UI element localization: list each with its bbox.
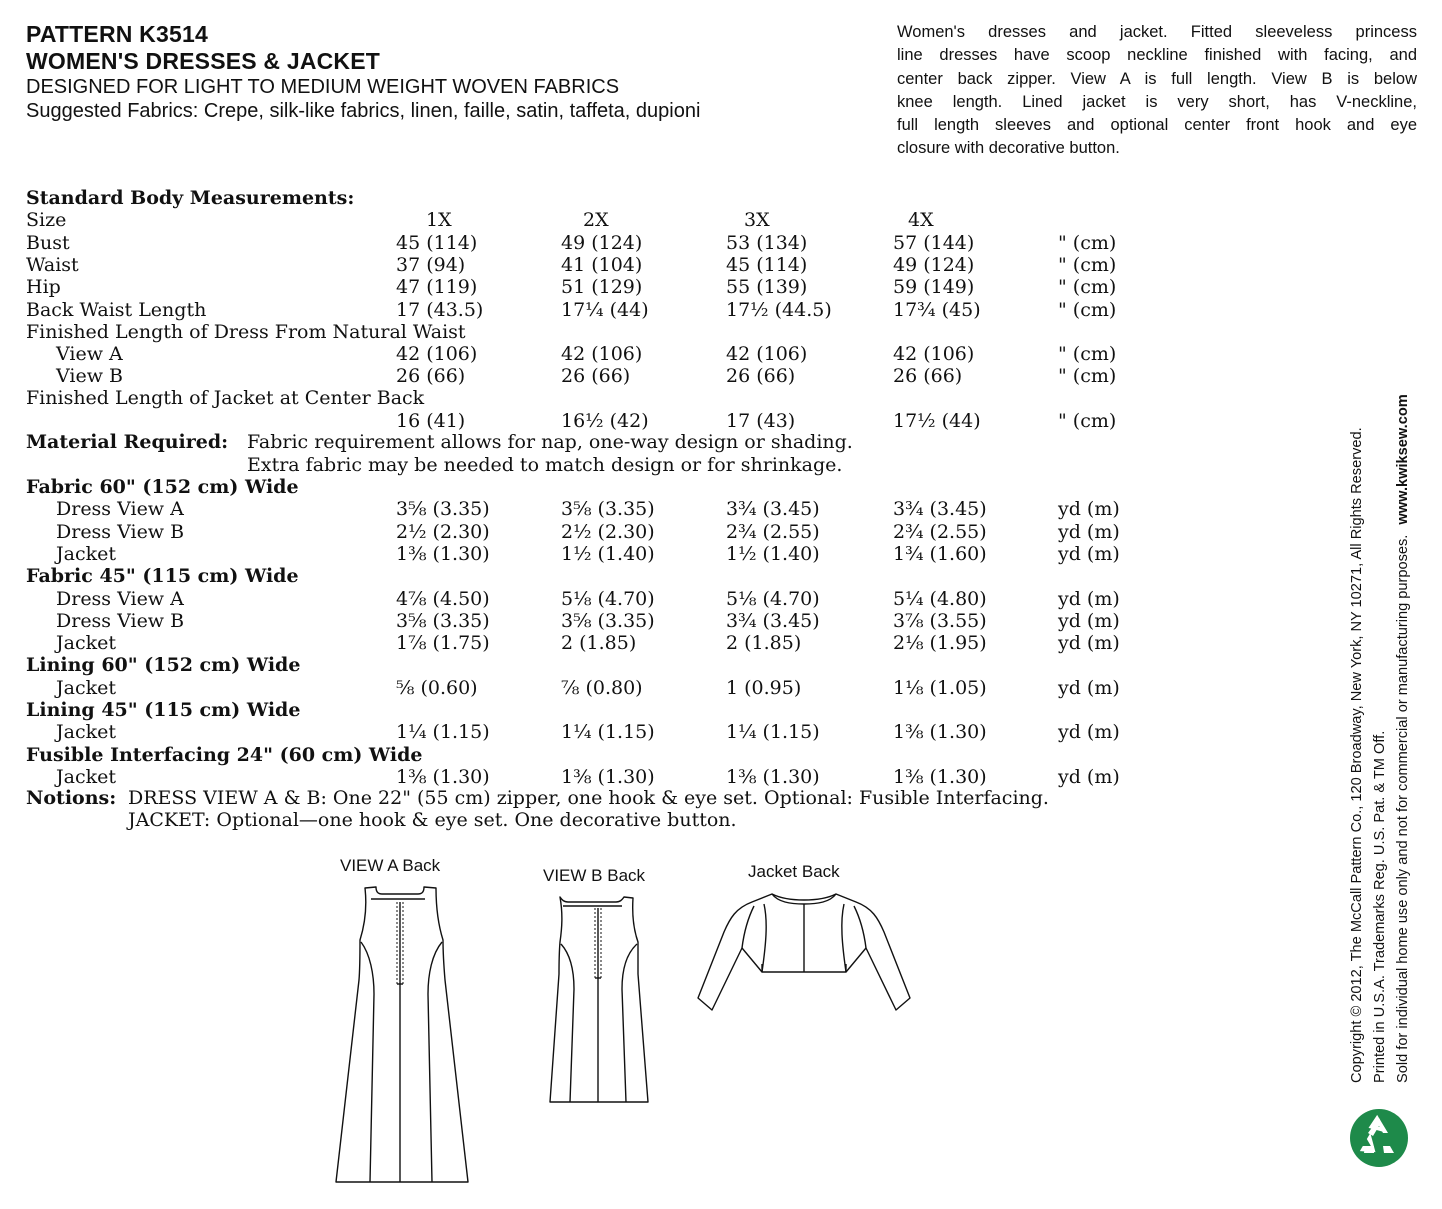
table-cell: 42 (106) [396, 343, 478, 365]
table-cell: 1¼ (1.15) [726, 721, 820, 744]
table-cell: 1⅜ (1.30) [396, 765, 490, 788]
row-label: View B [56, 365, 123, 388]
table-cell: 42 (106) [893, 343, 975, 365]
size-column-header: 2X [583, 209, 609, 231]
row-label: Bust [26, 232, 70, 254]
table-cell: 17¾ (45) [893, 298, 981, 321]
material-required-row [26, 431, 1146, 453]
pattern-description [897, 21, 1417, 161]
trademark-text: Printed in U.S.A. Trademarks Reg. U.S. Pat. & TM Off. [1372, 730, 1388, 1083]
table-cell: 1⅜ (1.30) [396, 542, 490, 565]
table-cell: 51 (129) [561, 276, 643, 299]
table-cell: 3⅝ (3.35) [396, 498, 490, 521]
table-cell: 4⅞ (4.50) [396, 587, 490, 610]
size-header-row [26, 209, 1146, 231]
table-cell: 1⅜ (1.30) [726, 765, 820, 788]
table-cell: 41 (104) [561, 254, 643, 277]
table-cell: 1½ (1.40) [726, 542, 820, 565]
table-cell: 3⅝ (3.35) [561, 498, 655, 521]
table-cell: 17 (43.5) [396, 298, 484, 321]
table-cell: ⅞ (0.80) [561, 676, 643, 699]
unit-cell: yd (m) [1058, 542, 1120, 565]
unit-cell: " (cm) [1058, 276, 1117, 299]
view-a-back-illustration [330, 884, 470, 1184]
usage-notice-text: Sold for individual home use only and not for commercial or manufacturing purposes. [1395, 534, 1411, 1083]
table-row [26, 699, 1146, 721]
section-heading: Lining 60" (152 cm) Wide [26, 654, 301, 677]
notions-row [26, 787, 1156, 809]
material-note-line: Fabric requirement allows for nap, one-way design or shading. [247, 431, 853, 453]
unit-cell: " (cm) [1058, 343, 1117, 365]
row-label: Dress View B [56, 520, 185, 543]
table-cell: 17¼ (44) [561, 298, 649, 321]
table-cell: 1⅜ (1.30) [561, 765, 655, 788]
table-row [26, 498, 1146, 520]
table-row [26, 543, 1146, 565]
table-cell: 2 (1.85) [726, 632, 802, 655]
unit-cell: " (cm) [1058, 298, 1117, 321]
material-note-line: Extra fabric may be needed to match design or for shrinkage. [247, 454, 843, 476]
table-cell: 42 (106) [726, 343, 808, 365]
size-label: Size [26, 209, 67, 231]
table-row [26, 632, 1146, 654]
suggested-fabrics: Suggested Fabrics: Crepe, silk-like fabrics, linen, faille, satin, taffeta, dupioni [26, 100, 701, 122]
row-label: Jacket [56, 542, 116, 565]
table-row [26, 410, 1146, 432]
view-b-back-illustration [540, 894, 660, 1106]
unit-cell: yd (m) [1058, 609, 1120, 632]
jacket-back-illustration [696, 888, 912, 1012]
usage-notice [1394, 394, 1413, 1083]
unit-cell: yd (m) [1058, 632, 1120, 655]
table-cell: 53 (134) [726, 232, 808, 254]
fabric-weight-note: DESIGNED FOR LIGHT TO MEDIUM WEIGHT WOVEN FABRICS [26, 76, 620, 98]
table-row [26, 321, 1146, 343]
table-cell: 2¾ (2.55) [726, 520, 820, 543]
table-row [26, 276, 1146, 298]
table-cell: 1⅜ (1.30) [893, 721, 987, 744]
unit-cell: yd (m) [1058, 498, 1120, 521]
table-cell: 2½ (2.30) [396, 520, 490, 543]
view-b-label: VIEW B Back [543, 866, 646, 885]
table-cell: 3⅝ (3.35) [396, 609, 490, 632]
unit-cell: " (cm) [1058, 365, 1117, 388]
table-cell: 45 (114) [726, 254, 808, 277]
copyright-text: Copyright © 2012, The McCall Pattern Co., 120 Broadway, New York, NY 10271, All Rights Reserved. [1349, 427, 1365, 1083]
table-cell: 1⅛ (1.05) [893, 676, 987, 699]
table-row [26, 766, 1146, 788]
description-line: center back zipper. View A is full length. View B is below [897, 69, 1417, 88]
table-cell: 1 (0.95) [726, 676, 802, 699]
table-cell: 26 (66) [893, 365, 963, 388]
unit-cell: yd (m) [1058, 587, 1120, 610]
table-cell: 47 (119) [396, 276, 478, 299]
table-cell: 5⅛ (4.70) [561, 587, 655, 610]
table-cell: 26 (66) [396, 365, 466, 388]
row-label: Jacket [56, 632, 116, 655]
row-label: Dress View A [56, 587, 184, 610]
size-column-header: 1X [426, 209, 452, 231]
section-heading: Lining 45" (115 cm) Wide [26, 699, 301, 721]
row-label: Finished Length of Jacket at Center Back [26, 387, 425, 410]
table-row [26, 610, 1146, 632]
table-cell: 57 (144) [893, 232, 975, 254]
table-cell: 17½ (44.5) [726, 298, 832, 321]
table-heading: Standard Body Measurements: [26, 187, 355, 209]
table-cell: 3⅝ (3.35) [561, 609, 655, 632]
row-label: Dress View B [56, 609, 185, 632]
row-label: Jacket [56, 676, 116, 699]
size-column-header: 4X [908, 209, 934, 231]
description-line: line dresses have scoop neckline finished with facing, and [897, 46, 1417, 65]
table-cell: 16½ (42) [561, 409, 649, 432]
unit-cell: yd (m) [1058, 520, 1120, 543]
jacket-back-label: Jacket Back [748, 862, 840, 881]
notions-label: Notions: [26, 787, 117, 809]
table-cell: 16 (41) [396, 409, 466, 432]
table-cell: 1¾ (1.60) [893, 542, 987, 565]
notions-jacket: JACKET: Optional—one hook & eye set. One decorative button. [128, 809, 737, 831]
recycle-icon [1349, 1108, 1409, 1168]
unit-cell: " (cm) [1058, 232, 1117, 254]
table-cell: 2½ (2.30) [561, 520, 655, 543]
table-cell: 5⅛ (4.70) [726, 587, 820, 610]
table-cell: 2 (1.85) [561, 632, 637, 655]
unit-cell: " (cm) [1058, 409, 1117, 432]
table-cell: 26 (66) [726, 365, 796, 388]
description-line: full length sleeves and optional center front hook and eye [897, 116, 1417, 135]
table-row [26, 677, 1146, 699]
table-row [26, 588, 1146, 610]
row-label: Back Waist Length [26, 298, 207, 321]
table-row [26, 476, 1146, 498]
row-label: Dress View A [56, 498, 184, 521]
notions-dress: DRESS VIEW A & B: One 22" (55 cm) zipper, one hook & eye set. Optional: Fusible Interfacing. [128, 787, 1049, 809]
row-label: Jacket [56, 765, 116, 788]
size-column-header: 3X [744, 209, 770, 231]
description-line: knee length. Lined jacket is very short, has V-neckline, [897, 92, 1417, 111]
material-required-label: Material Required: [26, 431, 229, 453]
table-row [26, 365, 1146, 387]
table-cell: 49 (124) [893, 254, 975, 277]
section-heading: Fabric 60" (152 cm) Wide [26, 476, 299, 498]
table-cell: 1¼ (1.15) [561, 721, 655, 744]
table-cell: 17½ (44) [893, 409, 981, 432]
table-cell: 3¾ (3.45) [893, 498, 987, 521]
table-cell: 1⅞ (1.75) [396, 632, 490, 655]
table-row [26, 232, 1146, 254]
section-heading: Fusible Interfacing 24" (60 cm) Wide [26, 743, 423, 766]
website-link[interactable]: www.kwiksew.com [1395, 394, 1411, 525]
table-cell: ⅝ (0.60) [396, 676, 478, 699]
view-a-label: VIEW A Back [340, 856, 441, 875]
table-cell: 49 (124) [561, 232, 643, 254]
table-cell: 42 (106) [561, 343, 643, 365]
table-cell: 1¼ (1.15) [396, 721, 490, 744]
table-cell: 17 (43) [726, 409, 796, 432]
row-label: Jacket [56, 721, 116, 744]
unit-cell: " (cm) [1058, 254, 1117, 277]
unit-cell: yd (m) [1058, 721, 1120, 744]
table-cell: 1½ (1.40) [561, 542, 655, 565]
notions-row [26, 809, 1156, 831]
row-label: View A [56, 343, 123, 365]
row-label: Waist [26, 254, 79, 277]
table-row [26, 343, 1146, 365]
table-cell: 45 (114) [396, 232, 478, 254]
table-cell: 5¼ (4.80) [893, 587, 987, 610]
table-cell: 3¾ (3.45) [726, 609, 820, 632]
table-cell: 3⅞ (3.55) [893, 609, 987, 632]
section-heading: Fabric 45" (115 cm) Wide [26, 565, 299, 588]
material-required-row [26, 454, 1146, 476]
table-row [26, 387, 1146, 409]
table-row [26, 521, 1146, 543]
pattern-number: PATTERN K3514 [26, 21, 208, 47]
row-label: Finished Length of Dress From Natural Waist [26, 320, 466, 343]
table-row [26, 744, 1146, 766]
unit-cell: yd (m) [1058, 676, 1120, 699]
table-cell: 2¾ (2.55) [893, 520, 987, 543]
table-row [26, 254, 1146, 276]
table-row [26, 721, 1146, 743]
table-cell: 37 (94) [396, 254, 466, 277]
table-row [26, 654, 1146, 676]
unit-cell: yd (m) [1058, 765, 1120, 788]
table-cell: 3¾ (3.45) [726, 498, 820, 521]
table-row [26, 565, 1146, 587]
table-cell: 55 (139) [726, 276, 808, 299]
table-cell: 2⅛ (1.95) [893, 632, 987, 655]
table-row [26, 299, 1146, 321]
row-label: Hip [26, 276, 61, 299]
description-line: closure with decorative button. [897, 139, 1120, 158]
table-cell: 59 (149) [893, 276, 975, 299]
pattern-title: WOMEN'S DRESSES & JACKET [26, 48, 381, 74]
table-cell: 1⅜ (1.30) [893, 765, 987, 788]
table-cell: 26 (66) [561, 365, 631, 388]
description-line: Women's dresses and jacket. Fitted sleeveless princess [897, 23, 1417, 41]
